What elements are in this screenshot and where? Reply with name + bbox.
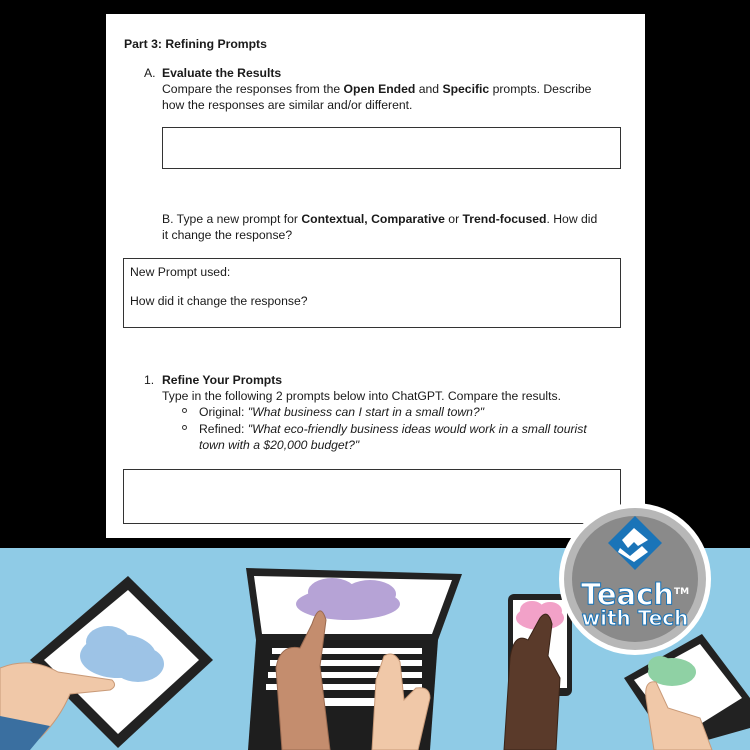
logo-with-tech-text: with Tech — [581, 606, 689, 630]
section-b-line2: it change the response? — [162, 228, 293, 242]
section-a-heading: Evaluate the Results — [162, 66, 282, 80]
original-prompt: Original: "What business can I start in a small town?" — [199, 405, 485, 419]
section-1-heading: Refine Your Prompts — [162, 373, 283, 387]
section-b-line1: B. Type a new prompt for Contextual, Comparative or Trend-focused. How did — [162, 212, 598, 226]
section-a-line1: Compare the responses from the Open Ended and Specific prompts. Describe — [162, 82, 592, 96]
worksheet-page — [106, 14, 645, 538]
section-1-intro: Type in the following 2 prompts below into ChatGPT. Compare the results. — [162, 389, 561, 403]
section-a-marker: A. — [144, 66, 156, 80]
part-title: Part 3: Refining Prompts — [124, 37, 267, 51]
teach-with-tech-logo — [558, 502, 712, 656]
logo-teach-text: Teach™ — [580, 577, 690, 612]
answer-box-1[interactable] — [123, 469, 621, 524]
left-tablet — [30, 576, 213, 748]
answer-box-b[interactable] — [123, 258, 621, 328]
section-a-line2: how the responses are similar and/or different. — [162, 98, 413, 112]
section-1-marker: 1. — [144, 373, 155, 387]
bullet-icon — [182, 425, 187, 430]
bullet-icon — [182, 408, 187, 413]
refined-prompt-line1: Refined: "What eco-friendly business ideas would work in a small tourist — [199, 422, 587, 436]
trademark-mark: TM — [673, 587, 690, 597]
answer-box-a[interactable] — [162, 127, 621, 169]
refined-prompt-line2: town with a $20,000 budget?" — [199, 438, 360, 452]
new-prompt-label: New Prompt used: — [130, 265, 231, 279]
change-response-label: How did it change the response? — [130, 294, 308, 308]
